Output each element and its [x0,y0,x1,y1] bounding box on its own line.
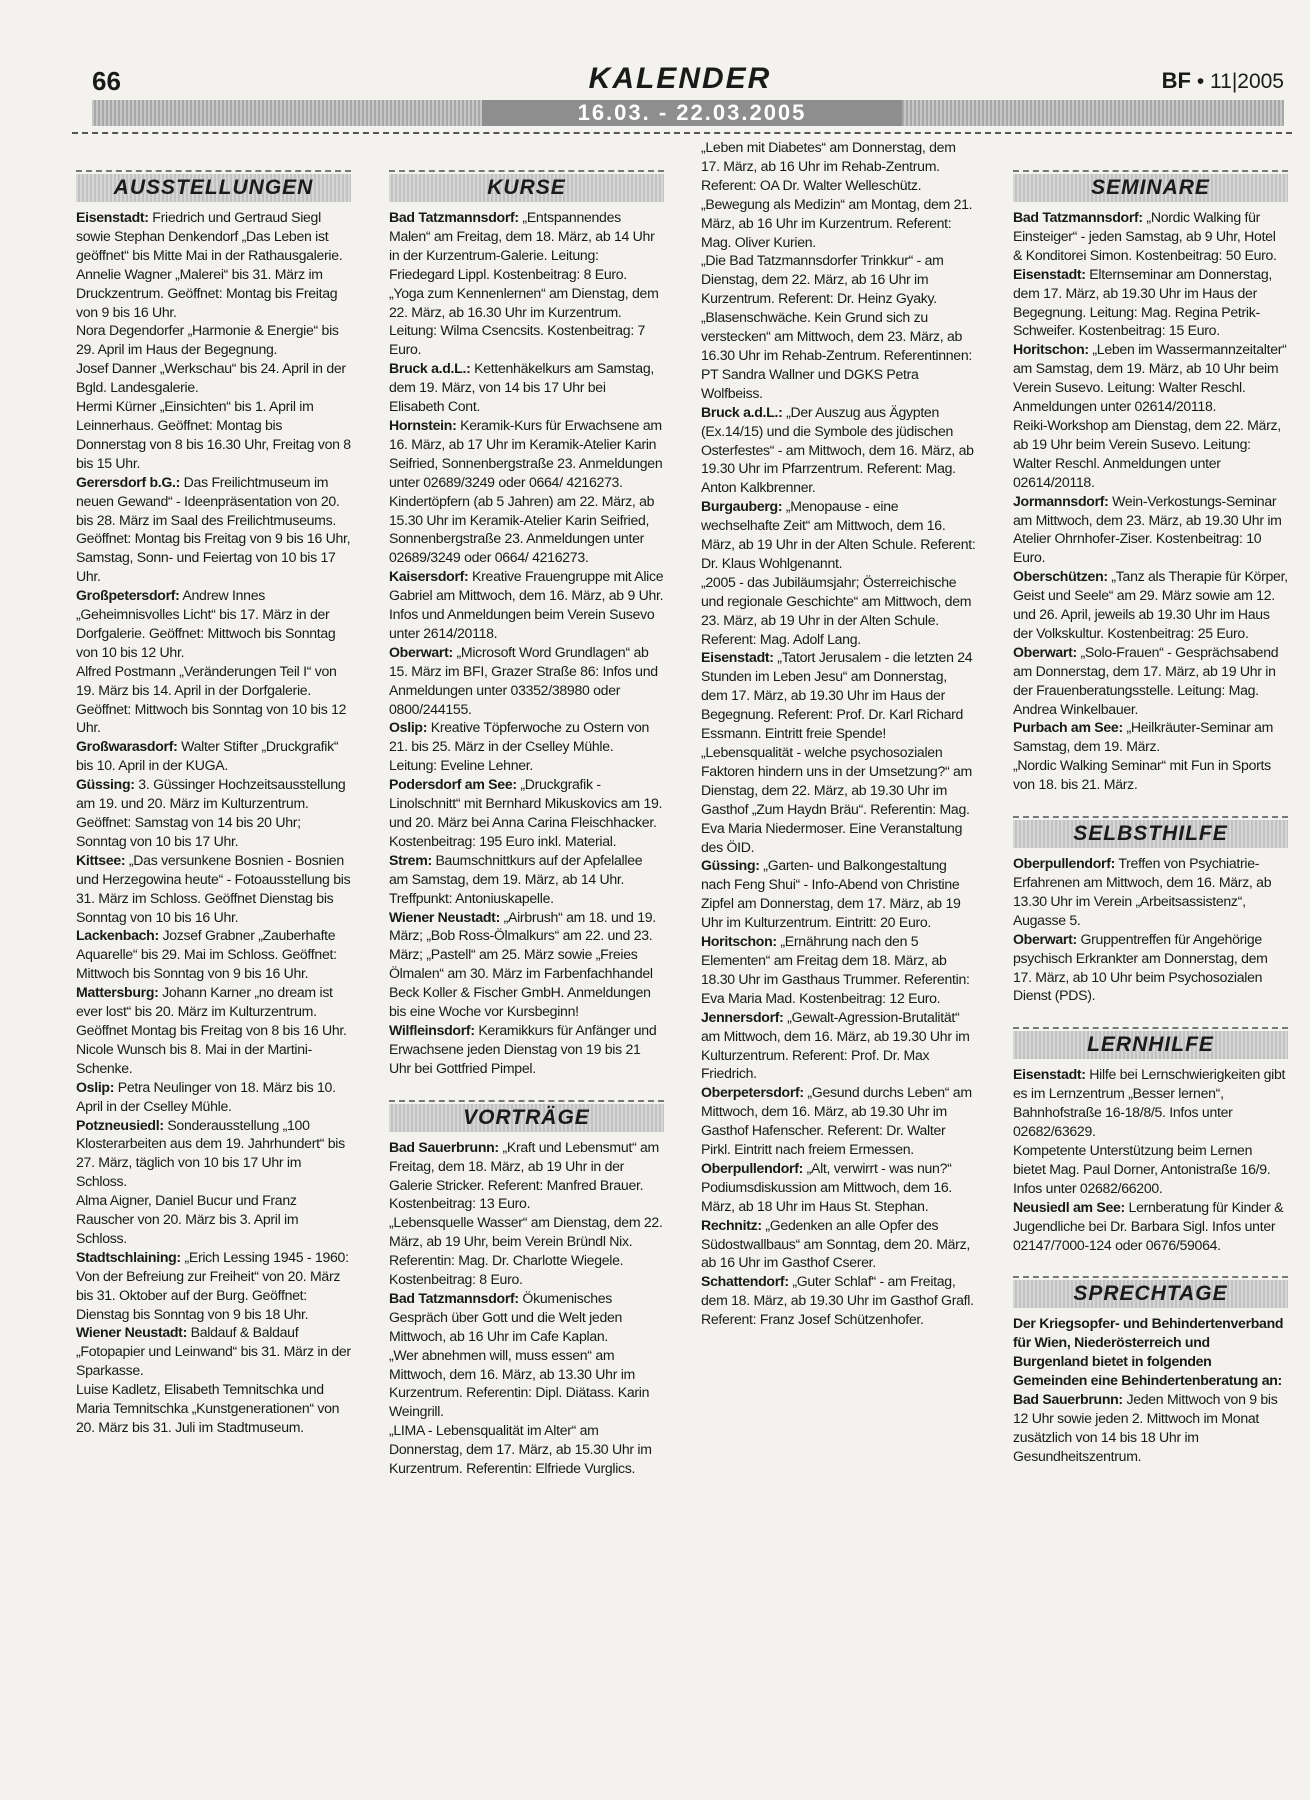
calendar-entry [1013,340,1288,416]
section-header-vortraege [389,1100,664,1132]
entry-place: Neusiedl am See: [1013,1198,1125,1215]
calendar-entry [701,856,976,932]
calendar-entry [389,1138,664,1214]
entry-place: Strem: [389,851,432,868]
entry-text: „Garten- und Balkongestaltung nach Feng Shui“ - Info-Abend von Christine Zipfel am Donnerstag, dem 17. März, ab 19 Uhr im Kulturzentrum. Eintritt: 20 Euro. [701,857,961,931]
entry-text: „LIMA - Lebensqualität im Alter“ am Donnerstag, dem 17. März, ab 15.30 Uhr im Kurzentrum. Referentin: Elfriede Vurglics. [389,1422,652,1477]
entry-place: Schattendorf: [701,1273,789,1290]
calendar-entry [701,403,976,498]
entry-place: Eisenstadt: [1013,1066,1086,1083]
calendar-entry [76,208,351,265]
entry-place: Gerersdorf b.G.: [76,473,181,490]
calendar-entry [389,567,664,643]
entry-place: Jormannsdorf: [1013,492,1109,509]
page-title: KALENDER [588,62,772,95]
entry-place: Großwarasdorf: [76,738,178,755]
entry-text: „Der Auszug aus Ägypten (Ex.14/15) und die Symbole des jüdischen Osterfestes“ - am Mittwoch, dem 16. März, ab 19.30 Uhr im Pfarrzentrum. Referent: Mag. Anton Kalkbrenner. [701,403,974,496]
seminare-list [1013,208,1288,794]
calendar-entry [1013,208,1288,265]
calendar-entry [76,359,351,397]
publication-name: BF [1161,68,1191,93]
calendar-entry [389,775,664,851]
entry-place: Oberschützen: [1013,568,1108,585]
calendar-entry [701,138,976,195]
entry-text: Josef Danner „Werkschau“ bis 24. April in der Bgld. Landesgalerie. [76,360,346,396]
entry-text: „Yoga zum Kennenlernen“ am Dienstag, dem 22. März, ab 16.30 Uhr im Kurzentrum. Leitung: Wilma Csencsits. Kostenbeitrag: 7 Euro. [389,284,659,358]
calendar-entry [389,416,664,492]
calendar-entry [389,284,664,360]
calendar-entry [389,1289,664,1346]
header-divider [72,132,1292,134]
column-1 [76,160,351,1437]
entry-place: Bad Tatzmannsdorf: [389,209,519,225]
entry-text: „Gesund durchs Leben“ am Mittwoch, dem 16. März, ab 19.30 Uhr im Gasthof Hafenscher. Referent: Dr. Walter Pirkl. Eintritt nach freiem Ermessen. [701,1084,972,1158]
entry-place: Oslip: [76,1078,115,1095]
entry-text: „Airbrush“ am 18. und 19. März; „Bob Ross-Ölmalkurs“ am 22. und 23. März; „Pastell“ am 25. März sowie „Freies Ölmalen“ am 30. März im Farbenfachhandel Beck Koller & Fischer GmbH. Anmeldungen bis eine Woche vor Kursbeginn! [389,908,656,1020]
entry-text: „Blasenschwäche. Kein Grund sich zu verstecken“ am Mittwoch, dem 23. März, ab 16.30 Uhr im Rehab-Zentrum. Referentinnen: PT Sandra Wallner und DGKS Petra Wolfbeiss. [701,309,972,401]
entry-text: Johann Karner „no dream ist ever lost“ bis 20. März im Kulturzentrum. Geöffnet Montag bis Freitag von 8 bis 16 Uhr. [76,984,347,1038]
entry-text: „Bewegung als Medizin“ am Montag, dem 21. März, ab 16 Uhr im Kurzentrum. Referent: Mag. Oliver Kurien. [701,195,973,250]
entry-place: Oslip: [389,719,428,736]
entry-place: Burgauberg: [701,498,783,515]
calendar-entry [76,1191,351,1248]
entry-text: Nicole Wunsch bis 8. Mai in der Martini-Schenke. [76,1040,313,1076]
section-title: SELBSTHILFE [1073,822,1228,846]
entry-place: Wiener Neustadt: [389,908,500,925]
entry-text: „Kraft und Lebensmut“ am Freitag, dem 18. März, ab 19 Uhr in der Galerie Stricker. Referent: Manfred Brauer. Kostenbeitrag: 13 Euro. [389,1138,659,1212]
section-title: VORTRÄGE [463,1105,590,1129]
calendar-entry [76,926,351,983]
selbsthilfe-list [1013,854,1288,1005]
entry-place: Oberwart: [389,643,453,660]
vortraege-list-part1 [389,1138,664,1478]
calendar-entry [76,586,351,662]
entry-text: Sonderausstellung „100 Klosterarbeiten aus dem 19. Jahrhundert“ bis 27. März, täglich von 10 bis 17 Uhr im Schloss. [76,1116,345,1190]
entry-text: Baldauf & Baldauf „Fotopapier und Leinwand“ bis 31. März in der Sparkasse. [76,1324,351,1379]
entry-text: Reiki-Workshop am Dienstag, dem 22. März, ab 19 Uhr beim Verein Susevo. Leitung: Walter Reschl. Anmeldungen unter 02614/20118. [1013,416,1281,490]
calendar-entry [389,643,664,719]
page-number: 66 [92,66,121,96]
calendar-entry [701,497,976,573]
entry-text: Das Freilichtmuseum im neuen Gewand“ - Ideenpräsentation von 20. bis 28. März im Saal des Freilichtmuseums. Geöffnet: Montag bis Freitag von 9 bis 16 Uhr, Samstag, Sonn- und Feiertag von 10 bis 17 Uhr. [76,473,351,585]
entry-place: Rechnitz: [701,1216,762,1233]
calendar-entry [389,851,664,908]
entry-text: Kreative Töpferwoche zu Ostern von 21. bis 25. März in der Cselley Mühle. Leitung: Eveline Lehner. [389,719,650,774]
entry-place: Großpetersdorf: [76,587,180,604]
entry-text: „Solo-Frauen“ - Gesprächsabend am Donnerstag, dem 17. März, ab 19 Uhr in der Frauenberatungsstelle. Leitung: Mag. Andrea Winkelbauer. [1013,643,1279,717]
section-header-kurse [389,170,664,202]
entry-text: Petra Neulinger von 18. März bis 10. April in der Cselley Mühle. [76,1078,336,1114]
calendar-entry [701,251,976,308]
entry-text: „Tatort Jerusalem - die letzten 24 Stunden im Leben Jesu“ am Donnerstag, dem 17. März, ab 19.30 Uhr im Haus der Begegnung. Referent: Prof. Dr. Karl Richard Essmann. Eintritt freie Spende! [701,649,973,742]
calendar-entry [76,397,351,473]
entry-place: Bad Sauerbrunn: [1013,1391,1123,1408]
entry-text: Alma Aigner, Daniel Bucur und Franz Rauscher von 20. März bis 3. April im Schloss. [76,1192,299,1246]
issue-number: • 11|2005 [1196,70,1284,93]
calendar-entry [1013,1141,1288,1198]
calendar-entry [389,908,664,1021]
entry-text: Luise Kadletz, Elisabeth Temnitschka und Maria Temnitschka „Kunstgenerationen“ von 20. März bis 31. Juli im Stadtmuseum. [76,1381,340,1435]
date-range: 16.03. - 22.03.2005 [482,100,902,126]
entry-text: Lernberatung für Kinder & Jugendliche bei Dr. Barbara Sigl. Infos unter 02147/7000-124 oder 0676/59064. [1013,1198,1284,1253]
calendar-entry [76,265,351,322]
calendar-entry [1013,492,1288,568]
calendar-entry [389,492,664,568]
section-header-lernhilfe [1013,1027,1288,1059]
entry-text: „Gedenken an alle Opfer des Südostwallbaus“ am Sonntag, dem 20. März, ab 16 Uhr im Gasthof Cserer. [701,1216,970,1271]
entry-place: Eisenstadt: [76,209,149,225]
entry-place: Kittsee: [76,851,126,868]
entry-text: „Druckgrafik - Linolschnitt“ mit Bernhard Mikuskovics am 19. und 20. März bei Anna Carina Fleischhacker. Kostenbeitrag: 195 Euro inkl. Material. [389,776,663,849]
entry-text: „Nordic Walking für Einsteiger“ - jeden Samstag, ab 9 Uhr, Hotel & Konditorei Simon. Kostenbeitrag: 50 Euro. [1013,209,1277,263]
entry-text: „Wer abnehmen will, muss essen“ am Mittwoch, dem 16. März, ab 13.30 Uhr im Kurzentrum. Referentin: Dipl. Diätass. Karin Weingrill. [389,1346,650,1420]
entry-place: Podersdorf am See: [389,776,517,793]
calendar-entry [389,359,664,416]
entry-text: „Die Bad Tatzmannsdorfer Trinkkur“ - am Dienstag, dem 22. März, ab 16 Uhr im Kurzentrum. Referent: Dr. Heinz Gyaky. [701,252,944,307]
section-title: SPRECHTAGE [1073,1282,1228,1306]
entry-text: „2005 - das Jubiläumsjahr; Österreichische und regionale Geschichte“ am Mittwoch, dem 23. März, ab 19 Uhr in der Alten Schule. Referent: Mag. Adolf Lang. [701,573,972,647]
page-header [0,0,1310,140]
entry-place: Mattersburg: [76,984,159,1001]
entry-text: Baumschnittkurs auf der Apfelallee am Samstag, dem 19. März, ab 14 Uhr. Treffpunkt: Antoniuskapelle. [389,851,643,906]
entry-text: „Das versunkene Bosnien - Bosnien und Herzegowina heute“ - Fotoausstellung bis 31. März im Schloss. Geöffnet Dienstag bis Sonntag von 10 bis 16 Uhr. [76,851,351,925]
entry-text: Kindertöpfern (ab 5 Jahren) am 22. März, ab 15.30 Uhr im Keramik-Atelier Karin Seifried, Sonnenbergstraße 23. Anmeldungen unter 02689/3249 oder 0664/ 4216273. [389,492,655,566]
calendar-entry [701,932,976,1008]
entry-text: „Tanz als Therapie für Körper, Geist und Seele“ am 29. März sowie am 12. und 26. April, jeweils ab 19.30 Uhr im Haus der Volkskultur. Kostenbeitrag: 25 Euro. [1013,568,1288,641]
calendar-entry [701,1216,976,1273]
calendar-entry [701,1008,976,1084]
calendar-entry [1013,1198,1288,1255]
entry-text: „Nordic Walking Seminar“ mit Fun in Sports von 18. bis 21. März. [1013,757,1271,793]
entry-text: „Alt, verwirrt - was nun?“ Podiumsdiskussion am Mittwoch, dem 16. März, ab 18 Uhr im Haus St. Stephan. [701,1159,953,1214]
entry-text: Kompetente Unterstützung beim Lernen bietet Mag. Paul Dorner, Antonistraße 16/9. Infos unter 02682/66200. [1013,1141,1271,1196]
section-header-seminare [1013,170,1288,202]
section-header-ausstellungen [76,170,351,202]
entry-text: „Entspannendes Malen“ am Freitag, dem 18. März, ab 14 Uhr in der Kurzentrum-Galerie. Leitung: Friedegard Lippl. Kostenbeitrag: 8 Euro. [389,209,655,282]
column-2 [389,160,664,1478]
sprechtage-list [1013,1390,1288,1466]
entry-place: Bruck a.d.L.: [701,403,783,420]
calendar-entry [1013,930,1288,1006]
entry-text: Treffen von Psychiatrie-Erfahrenen am Mittwoch, dem 16. März, ab 13.30 Uhr im Verein „Arbeitsassistenz“, Augasse 5. [1013,855,1272,928]
date-bar [92,100,1284,126]
entry-text: Jeden Mittwoch von 9 bis 12 Uhr sowie jeden 2. Mittwoch im Monat zusätzlich von 14 bis 18 Uhr im Gesundheitszentrum. [1013,1391,1278,1464]
entry-text: Wein-Verkostungs-Seminar am Mittwoch, dem 23. März, ab 19.30 Uhr im Atelier Ohrnhofer-Ziser. Kostenbeitrag: 10 Euro. [1013,492,1282,566]
entry-place: Eisenstadt: [701,649,774,666]
entry-place: Hornstein: [389,416,457,433]
entry-text: Walter Stifter „Druckgrafik“ bis 10. April in der KUGA. [76,738,339,774]
entry-place: Güssing: [76,776,135,793]
calendar-entry [76,321,351,359]
calendar-entry [1013,854,1288,930]
ausstellungen-list [76,208,351,1437]
entry-place: Horitschon: [701,933,777,950]
entry-text: „Gewalt-Agression-Brutalität“ am Mittwoch, dem 16. März, ab 19.30 Uhr im Kulturzentrum. Referent: Prof. Dr. Max Friedrich. [701,1008,970,1082]
entry-text: Nora Degendorfer „Harmonie & Energie“ bis 29. April im Haus der Begegnung. [76,322,339,358]
entry-place: Jennersdorf: [701,1008,784,1025]
entry-text: Keramik-Kurs für Erwachsene am 16. März, ab 17 Uhr im Keramik-Atelier Karin Seifried, Sonnenbergstraße 23. Anmeldungen unter 02689/3249 oder 0664/ 4216273. [389,416,663,490]
calendar-entry [76,1116,351,1192]
entry-text: Elternseminar am Donnerstag, dem 17. März, ab 19.30 Uhr im Haus der Begegnung. Leitung: Mag. Regina Petrik-Schweifer. Kostenbeitrag: 15 Euro. [1013,265,1273,339]
entry-text: 3. Güssinger Hochzeitsausstellung am 19. und 20. März im Kulturzentrum. Geöffnet: Samstag von 14 bis 20 Uhr; Sonntag von 10 bis 17 Uhr. [76,776,346,849]
calendar-entry [701,308,976,403]
calendar-entry [76,737,351,775]
calendar-entry [76,1323,351,1380]
entry-place: Güssing: [701,857,760,874]
entry-text: Hilfe bei Lernschwierigkeiten gibt es im Lernzentrum „Besser lernen“, Bahnhofstraße 16-18/8/5. Infos unter 02682/63629. [1013,1066,1286,1140]
calendar-entry [76,1248,351,1324]
entry-place: Oberwart: [1013,930,1077,947]
entry-text: Kettenhäkelkurs am Samstag, dem 19. März, von 14 bis 17 Uhr bei Elisabeth Cont. [389,360,654,415]
calendar-entry [701,195,976,252]
calendar-entry [389,208,664,284]
entry-text: „Heilkräuter-Seminar am Samstag, dem 19. März. [1013,719,1274,755]
calendar-entry [76,983,351,1040]
calendar-entry [1013,718,1288,756]
entry-place: Eisenstadt: [1013,265,1086,282]
entry-place: Kaisersdorf: [389,568,469,585]
entry-place: Stadtschlaining: [76,1248,181,1265]
calendar-entry [701,573,976,649]
section-title: AUSSTELLUNGEN [113,176,314,199]
entry-text: Jozsef Grabner „Zauberhafte Aquarelle“ bis 29. Mai im Schloss. Geöffnet: Mittwoch bis Sonntag von 9 bis 16 Uhr. [76,927,337,982]
entry-text: Ökumenisches Gespräch über Gott und die Welt jeden Mittwoch, ab 16 Uhr im Cafe Kaplan. [389,1289,623,1344]
entry-place: Wiener Neustadt: [76,1324,187,1341]
calendar-entry [76,775,351,851]
calendar-entry [1013,265,1288,341]
calendar-entry [701,1083,976,1159]
lernhilfe-list [1013,1065,1288,1254]
calendar-entry [76,1078,351,1116]
section-title: KURSE [487,176,566,199]
entry-text: Kreative Frauengruppe mit Alice Gabriel am Mittwoch, dem 16. März, ab 9 Uhr. Infos und Anmeldungen beim Verein Susevo unter 2614/20118. [389,568,664,641]
entry-text: „Microsoft Word Grundlagen“ ab 15. März im BFI, Grazer Straße 86: Infos und Anmeldungen unter 03352/38980 oder 0800/244155. [389,643,658,717]
entry-place: Bad Tatzmannsdorf: [1013,209,1143,225]
entry-text: „Lebensquelle Wasser“ am Dienstag, dem 22. März, ab 19 Uhr, beim Verein Bründl Nix. Referentin: Mag. Dr. Charlotte Wiegele. Kostenbeitrag: 8 Euro. [389,1214,663,1288]
entry-text: Friedrich und Gertraud Siegl sowie Stephan Denkendorf „Das Leben ist geöffnet“ bis Mitte Mai in der Rathausgalerie. [76,209,343,263]
entry-place: Purbach am See: [1013,719,1123,736]
entry-text: „Leben mit Diabetes“ am Donnerstag, dem 17. März, ab 16 Uhr im Rehab-Zentrum. Referent: OA Dr. Walter Welleschütz. [701,139,956,193]
vortraege-list-part2 [701,138,976,1329]
calendar-entry [1013,756,1288,794]
calendar-entry [1013,416,1288,492]
entry-place: Bad Sauerbrunn: [389,1138,499,1155]
section-header-selbsthilfe [1013,816,1288,848]
calendar-entry [701,648,976,743]
calendar-entry [76,1040,351,1078]
entry-place: Wilfleinsdorf: [389,1021,475,1038]
entry-text: Annelie Wagner „Malerei“ bis 31. März im Druckzentrum. Geöffnet: Montag bis Freitag von 9 bis 16 Uhr. [76,265,338,320]
calendar-entry [389,1213,664,1289]
entry-place: Bruck a.d.L.: [389,360,471,377]
entry-text: Hermi Kürner „Einsichten“ bis 1. April im Leinnerhaus. Geöffnet: Montag bis Donnerstag von 8 bis 16.30 Uhr, Freitag von 8 bis 15 Uhr. [76,398,351,471]
publication-info [1162,68,1284,94]
entry-place: Horitschon: [1013,341,1089,358]
entry-text: „Ernährung nach den 5 Elementen“ am Freitag dem 18. März, ab 18.30 Uhr im Gasthaus Trummer. Referentin: Eva Maria Mad. Kostenbeitrag: 12 Euro. [701,933,970,1006]
calendar-entry [76,473,351,586]
calendar-entry [389,1421,664,1478]
calendar-entry [701,1272,976,1329]
column-3 [701,138,976,1329]
column-4 [1013,160,1288,1466]
entry-text: „Erich Lessing 1945 - 1960: Von der Befreiung zur Freiheit“ von 20. März bis 31. Oktober auf der Burg. Geöffnet: Dienstag bis Sonntag von 9 bis 18 Uhr. [76,1248,349,1322]
calendar-entry [389,1021,664,1078]
entry-place: Oberpetersdorf: [701,1084,804,1101]
entry-text: Andrew Innes „Geheimnisvolles Licht“ bis 17. März in der Dorfgalerie. Geöffnet: Mittwoch bis Sonntag von 10 bis 12 Uhr. [76,587,336,660]
sprechtage-intro: Der Kriegsopfer- und Behindertenverband für Wien, Niederösterreich und Burgenland bietet in folgenden Gemeinden eine Behindertenberatung an: [1013,1315,1284,1389]
calendar-entry [76,662,351,738]
calendar-entry [76,1380,351,1437]
entry-place: Oberwart: [1013,643,1077,660]
entry-text: Alfred Postmann „Veränderungen Teil I“ von 19. März bis 14. April in der Dorfgalerie. Geöffnet: Mittwoch bis Sonntag von 10 bis 12 Uhr. [76,662,347,736]
entry-place: Lackenbach: [76,927,159,944]
calendar-entry [701,1159,976,1216]
entry-text: „Menopause - eine wechselhafte Zeit“ am Mittwoch, dem 16. März, ab 19 Uhr in der Alten Schule. Referent: Dr. Klaus Wohlgenannt. [701,498,976,571]
entry-place: Bad Tatzmannsdorf: [389,1289,519,1306]
entry-place: Potzneusiedl: [76,1116,164,1133]
calendar-entry [389,1346,664,1422]
entry-text: „Guter Schlaf“ - am Freitag, dem 18. März, ab 19.30 Uhr im Gasthof Grafl. Referent: Franz Josef Schützenhofer. [701,1273,974,1328]
entry-place: Oberpullendorf: [1013,855,1115,872]
entry-text: „Lebensqualität - welche psychosozialen Faktoren hindern uns in der Umsetzung?“ am Dienstag, dem 22. März, ab 19.30 Uhr im Gasthof „Zum Haydn Bräu“. Referentin: Mag. Eva Maria Niedermoser. Eine Veranstaltung des ÖID. [701,744,972,855]
kurse-list [389,208,664,1078]
calendar-entry [701,743,976,856]
entry-text: „Leben im Wassermannzeitalter“ am Samstag, dem 19. März, ab 10 Uhr beim Verein Susevo. Leitung: Walter Reschl. Anmeldungen unter 02614/20118. [1013,341,1287,415]
section-title: SEMINARE [1091,176,1210,199]
calendar-entry [1013,1065,1288,1141]
calendar-entry [1013,1390,1288,1466]
calendar-entry [1013,567,1288,643]
calendar-entry [389,718,664,775]
entry-text: Keramikkurs für Anfänger und Erwachsene jeden Dienstag von 19 bis 21 Uhr bei Gottfried Pimpel. [389,1021,657,1076]
section-title: LERNHILFE [1087,1033,1214,1057]
calendar-entry [1013,643,1288,719]
entry-place: Oberpullendorf: [701,1159,803,1176]
calendar-entry [76,851,351,927]
entry-text: Gruppentreffen für Angehörige psychisch Erkrankter am Donnerstag, dem 17. März, ab 10 Uhr beim Psychosozialen Dienst (PDS). [1013,930,1268,1004]
section-header-sprechtage [1013,1276,1288,1308]
